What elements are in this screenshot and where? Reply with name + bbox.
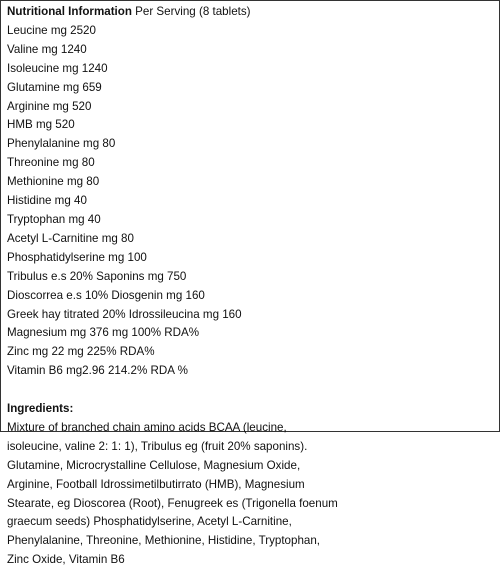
- nutrition-item-magnesium: Magnesium mg 376 mg 100% RDA%: [7, 326, 200, 340]
- nutrition-item-zinc: Zinc mg 22 mg 225% RDA%: [7, 345, 155, 359]
- nutrition-item-phosphatidylserine: Phosphatidylserine mg 100: [7, 250, 147, 264]
- ingredients-line: Stearate, eg Dioscorea (Root), Fenugreek es (Trigonella foenum: [7, 496, 338, 510]
- ingredients-line: graecum seeds) Phosphatidylserine, Acetyl L-Carnitine,: [7, 515, 292, 529]
- nutrition-title: [7, 3, 493, 22]
- label-content: [7, 3, 493, 570]
- nutrition-item-histidine: Histidine mg 40: [7, 194, 87, 208]
- ingredients-line: Glutamine, Microcrystalline Cellulose, Magnesium Oxide,: [7, 458, 301, 472]
- ingredients-line: isoleucine, valine 2: 1: 1), Tribulus eg (fruit 20% saponins).: [7, 439, 308, 453]
- nutrition-item-arginine: Arginine mg 520: [7, 99, 92, 113]
- nutrition-item-valine: Valine mg 1240: [7, 42, 87, 56]
- nutrition-item-dioscorrea: Dioscorrea e.s 10% Diosgenin mg 160: [7, 288, 205, 302]
- ingredients-line: Phenylalanine, Threonine, Methionine, Histidine, Tryptophan,: [7, 534, 321, 548]
- ingredients-line: Zinc Oxide, Vitamin B6: [7, 553, 125, 567]
- nutrition-item-vitamin-b6: Vitamin B6 mg2.96 214.2% RDA %: [7, 364, 188, 378]
- nutrition-item-acetyl-l-carnitine: Acetyl L-Carnitine mg 80: [7, 231, 134, 245]
- nutrition-item-threonine: Threonine mg 80: [7, 156, 95, 170]
- section-spacer: [7, 381, 493, 400]
- nutrition-item-isoleucine: Isoleucine mg 1240: [7, 61, 108, 75]
- nutrition-item-greek-hay: Greek hay titrated 20% Idrossileucina mg 160: [7, 307, 242, 321]
- ingredients-line: Arginine, Football Idrossimetilbutirrato (HMB), Magnesium: [7, 477, 305, 491]
- nutrition-item-methionine: Methionine mg 80: [7, 175, 100, 189]
- nutrition-item-tribulus: Tribulus e.s 20% Saponins mg 750: [7, 269, 187, 283]
- nutrition-item-glutamine: Glutamine mg 659: [7, 80, 102, 94]
- nutrition-item-tryptophan: Tryptophan mg 40: [7, 212, 101, 226]
- nutrition-title-bold: Nutritional Information: [7, 5, 132, 18]
- nutrition-item-hmb: HMB mg 520: [7, 118, 75, 132]
- nutrition-item-leucine: Leucine mg 2520: [7, 23, 96, 37]
- nutrition-list: [7, 22, 493, 381]
- ingredients-paragraph: [7, 419, 493, 570]
- ingredients-line: Mixture of branched chain amino acids BCAA (leucine,: [7, 420, 287, 434]
- nutrition-item-phenylalanine: Phenylalanine mg 80: [7, 137, 116, 151]
- ingredients-heading: Ingredients:: [7, 402, 74, 416]
- nutrition-title-serving: Per Serving (8 tablets): [131, 5, 251, 18]
